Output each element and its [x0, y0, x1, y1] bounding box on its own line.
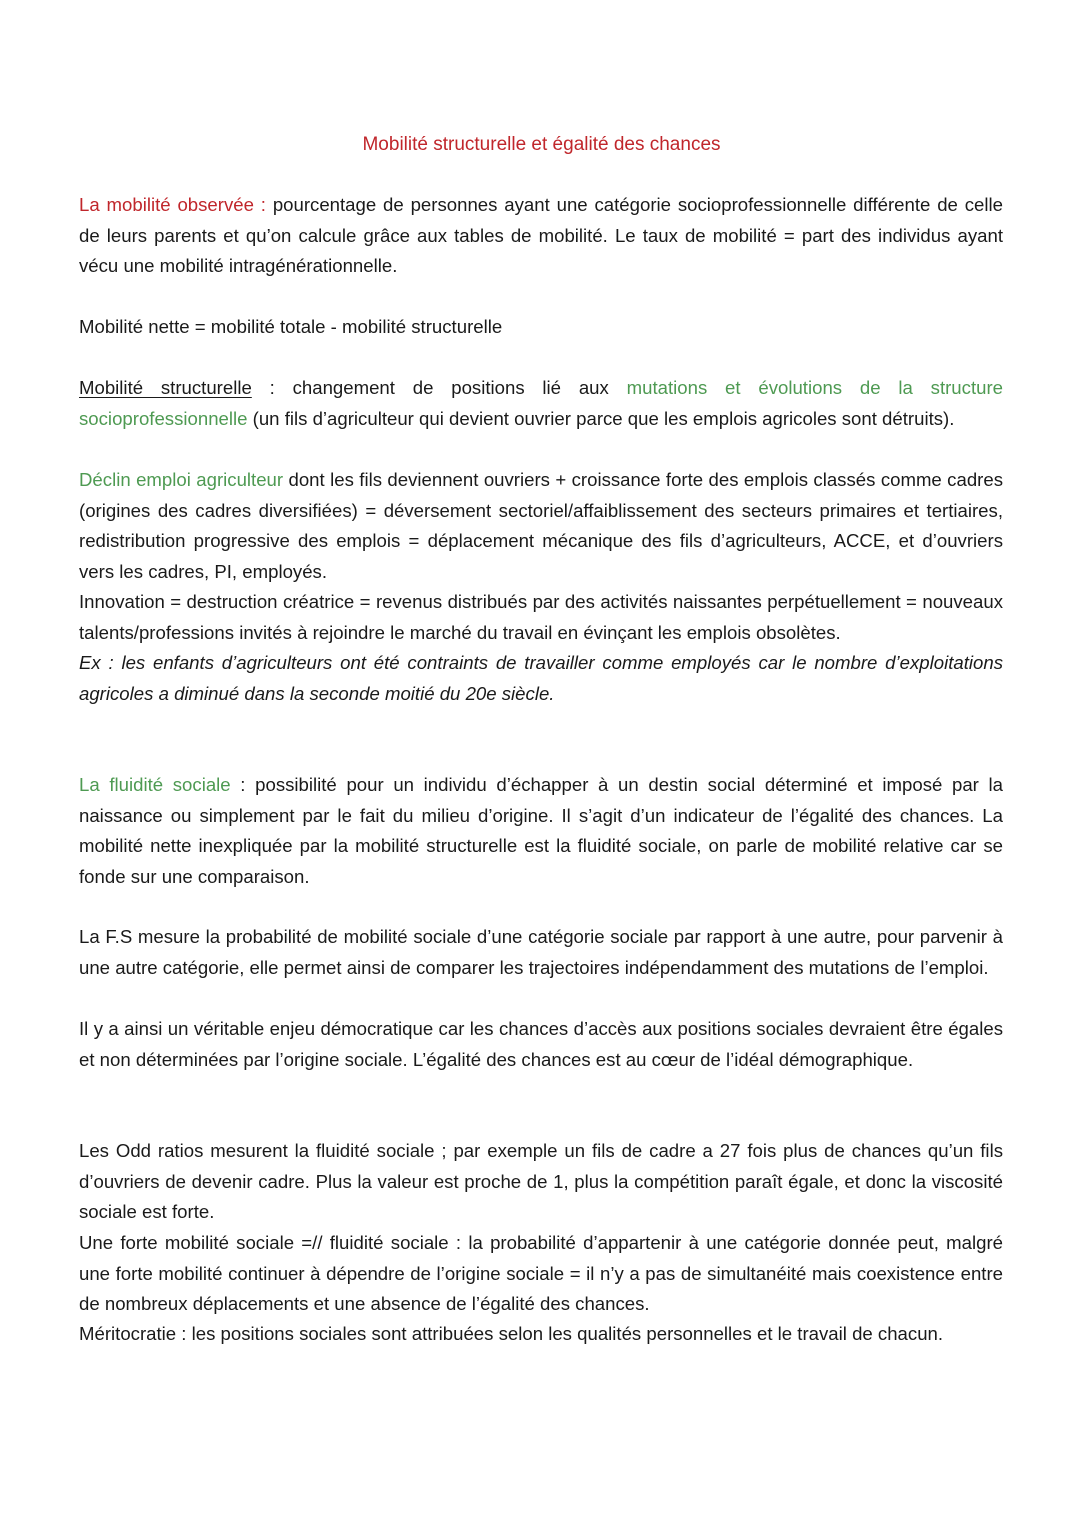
- paragraph-innovation: Innovation = destruction créatrice = revenus distribués par des activités naissantes perpétuellement = nouveaux talents/professions invités à rejoindre le marché du travail en évinçant les emplois obsolètes.: [79, 591, 1003, 643]
- text-segment: dont les fils deviennent ouvriers + croissance forte des emplois classés comme cadres (origines des cadres diversifiées) = déversement sectoriel/affaiblissement des secteurs primaires et tertiaires, redistribution progressive des emplois = déplacement mécanique des fils d’agriculteurs, ACCE, et d’ouvriers vers les cadres, PI, employés.: [79, 469, 1003, 582]
- paragraph-forte-mobilite: Une forte mobilité sociale =// fluidité sociale : la probabilité d’appartenir à une catégorie donnée peut, malgré une forte mobilité continuer à dépendre de l’origine sociale = il n’y a pas de simultanéité mais coexistence entre de nombreux déplacements et une absence de l’égalité des chances.: [79, 1232, 1003, 1315]
- paragraph-mobilite-nette: Mobilité nette = mobilité totale - mobilité structurelle: [79, 316, 503, 337]
- definition-mobilite-observee: pourcentage de personnes ayant une catégorie socioprofessionnelle différente de celle de leurs parents et qu’on calcule grâce aux tables de mobilité. Le taux de mobilité = part des individus ayant vécu une mobilité intragénérationnelle.: [79, 194, 1003, 277]
- term-mobilite-observee: La mobilité observée :: [79, 194, 266, 215]
- paragraph-mobilite-structurelle: [79, 373, 1003, 434]
- paragraph-odd-ratios: Les Odd ratios mesurent la fluidité sociale ; par exemple un fils de cadre a 27 fois plus de chances qu’un fils d’ouvriers de devenir cadre. Plus la valeur est proche de 1, plus la compétition paraît égale, et donc la viscosité sociale est forte.: [79, 1140, 1003, 1223]
- paragraph-meritocratie: Méritocratie : les positions sociales sont attribuées selon les qualités personnelles et le travail de chacun.: [79, 1323, 944, 1344]
- definition-fluidite-sociale: : possibilité pour un individu d’échapper à un destin social déterminé et imposé par la naissance ou simplement par le fait du milieu d’origine. Il s’agit d’un indicateur de l’égalité des chances. La mobilité nette inexpliquée par la mobilité structurelle est la fluidité sociale, on parle de mobilité relative car se fonde sur une comparaison.: [79, 774, 1003, 887]
- term-mobilite-structurelle: Mobilité structurelle: [79, 377, 252, 398]
- paragraph-declin-emploi: [79, 465, 1003, 587]
- text-segment: (un fils d’agriculteur qui devient ouvrier parce que les emplois agricoles sont détruits).: [247, 407, 955, 429]
- term-fluidite-sociale: La fluidité sociale: [79, 774, 231, 795]
- paragraph-enjeu-democratique: Il y a ainsi un véritable enjeu démocratique car les chances d’accès aux positions sociales devraient être égales et non déterminées par l’origine sociale. L’égalité des chances est au cœur de l’idéal démographique.: [79, 1018, 1003, 1070]
- text-segment: : changement de positions lié aux: [251, 377, 627, 398]
- paragraph-example: Ex : les enfants d’agriculteurs ont été contraints de travailler comme employés car le nombre d’exploitations agricoles a diminué dans la seconde moitié du 20e siècle.: [79, 652, 1003, 704]
- highlight-mutations: mutations et évolutions de la structure socioprofessionnelle: [79, 377, 1003, 429]
- document-title: Mobilité structurelle et égalité des chances: [362, 134, 721, 155]
- paragraph-mobilite-observee: [79, 190, 1003, 282]
- paragraph-fs-mesure: La F.S mesure la probabilité de mobilité sociale d’une catégorie sociale par rapport à une autre, pour parvenir à une autre catégorie, elle permet ainsi de comparer les trajectoires indépendamment des mutations de l’emploi.: [79, 926, 1003, 978]
- paragraph-fluidite-sociale: [79, 770, 1003, 892]
- highlight-declin-emploi: Déclin emploi agriculteur: [79, 469, 284, 490]
